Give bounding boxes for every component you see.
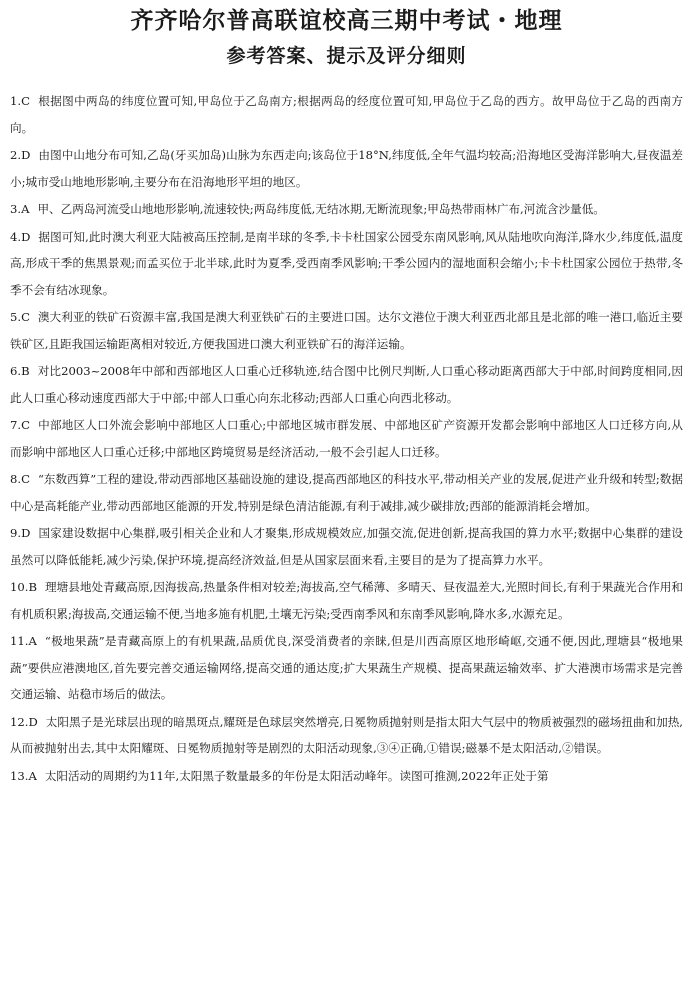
answer-key: A [28,634,37,648]
answer-item [10,196,683,223]
answer-number: 4. [10,229,22,244]
answer-key: C [21,418,30,432]
answer-explanation: 国家建设数据中心集群,吸引相关企业和人才聚集,形成规模效应,加强交流,促进创新,提高我国的算力水平;数据中心集群的建设虽然可以降低能耗,减少污染,保护环境,提高经济效益,但是从国家层面来看,主要目的是为了提高算力水平。 [10,526,683,567]
answer-item [10,520,683,573]
answer-item [10,466,683,519]
answer-key: B [28,580,37,594]
answer-explanation: 根据图中两岛的纬度位置可知,甲岛位于乙岛南方;根据两岛的经度位置可知,甲岛位于乙岛的西方。故甲岛位于乙岛的西南方向。 [10,94,683,135]
answer-number: 6. [10,364,22,378]
answer-explanation: “东数西算”工程的建设,带动西部地区基础设施的建设,提高西部地区的科技水平,带动相关产业的发展,促进产业升级和转型;数据中心是高耗能产业,带动西部地区能源的开发,特别是绿色清洁能源,有利于减排,减少碳排放;西部的能源消耗会增加。 [10,472,683,513]
answer-explanation: 太阳黑子是光球层出现的暗黑斑点,耀斑是色球层突然增亮,日冕物质抛射则是指太阳大气层中的物质被强烈的磁场扭曲和加热,从而被抛射出去,其中太阳耀斑、日冕物质抛射等是剧烈的太阳活动现象,③④正确,①错误;磁暴不是太阳活动,②错误。 [10,714,683,755]
answer-item [10,142,683,195]
answer-item [10,224,683,304]
answer-key: D [21,526,31,540]
answer-key: A [21,202,30,216]
answer-item [10,574,683,627]
answer-number: 5. [10,310,22,324]
answer-item [10,763,683,790]
answer-number: 13. [10,768,29,783]
answer-item [10,709,683,762]
answer-list [10,88,683,789]
answer-item [10,88,683,141]
answer-item [10,304,683,357]
answer-number: 10. [10,580,29,594]
answer-explanation: “极地果蔬”是青藏高原上的有机果蔬,品质优良,深受消费者的亲睐,但是川西高原区地形崎岖,交通不便,因此,理塘县“极地果蔬”要供应港澳地区,首先要完善交通运输网络,提高交通的通达度;扩大果蔬生产规模、提高果蔬运输效率、扩大港澳市场需求是完善交通运输、站稳市场后的做法。 [10,634,683,701]
answer-number: 1. [10,94,22,108]
answer-key: D [21,148,31,162]
answer-explanation: 中部地区人口外流会影响中部地区人口重心;中部地区城市群发展、中部地区矿产资源开发都会影响中部地区人口迁移方向,从而影响中部地区人口重心迁移;中部地区跨境贸易是经济活动,一般不会引起人口迁移。 [10,418,683,459]
answer-number: 7. [10,418,22,432]
answer-item [10,412,683,465]
page-subtitle: 参考答案、提示及评分细则 [226,45,467,67]
answer-key: D [28,714,38,729]
answer-explanation: 据图可知,此时澳大利亚大陆被高压控制,是南半球的冬季,卡卡杜国家公园受东南风影响,风从陆地吹向海洋,降水少,纬度低,温度高,形成干季的焦黑景观;而孟买位于北半球,此时为夏季,受西南季风影响;干季公园内的湿地面积会缩小;卡卡杜国家公园位于热带,冬季不会有结冰现象。 [10,229,683,297]
answer-number: 9. [10,526,22,540]
answer-explanation: 甲、乙两岛河流受山地地形影响,流速较快;两岛纬度低,无结冰期,无断流现象;甲岛热带雨林广布,河流含沙量低。 [37,202,605,216]
answer-explanation: 对比2003~2008年中部和西部地区人口重心迁移轨迹,结合图中比例尺判断,人口重心移动距离西部大于中部,时间跨度相同,因此人口重心移动速度西部大于中部;中部人口重心向东北移动;西部人口重心向西北移动。 [10,364,683,405]
answer-number: 3. [10,202,22,216]
page-title: 齐齐哈尔普高联谊校高三期中考试・地理 [130,8,563,34]
answer-item [10,628,683,708]
answer-key: B [21,364,30,378]
answer-number: 11. [10,634,29,648]
answer-explanation: 理塘县地处青藏高原,因海拔高,热量条件相对较差;海拔高,空气稀薄、多晴天、昼夜温差大,光照时间长,有利于果蔬光合作用和有机质积累;海拔高,交通运输不便,当地多施有机肥,土壤无污染;受西南季风和东南季风影响,降水多,水源充足。 [10,580,683,621]
answer-key: C [21,472,30,486]
answer-item [10,358,683,411]
answer-key: C [21,310,30,324]
answer-explanation: 澳大利亚的铁矿石资源丰富,我国是澳大利亚铁矿石的主要进口国。达尔文港位于澳大利亚西北部且是北部的唯一港口,临近主要铁矿区,且距我国运输距离相对较近,方便我国进口澳大利亚铁矿石的海洋运输。 [10,310,683,351]
answer-explanation: 由图中山地分布可知,乙岛(牙买加岛)山脉为东西走向;该岛位于18°N,纬度低,全年气温均较高;沿海地区受海洋影响大,昼夜温差小;城市受山地地形影响,主要分布在沿海地形平坦的地区。 [10,148,683,189]
answer-key: C [21,94,30,108]
answer-explanation: 太阳活动的周期约为11年,太阳黑子数量最多的年份是太阳活动峰年。读图可推测,2022年正处于第 [44,768,549,783]
answer-number: 12. [10,714,29,729]
answer-number: 8. [10,472,22,486]
answer-number: 2. [10,148,22,162]
answer-key: A [28,768,37,783]
answer-key: D [21,229,31,244]
